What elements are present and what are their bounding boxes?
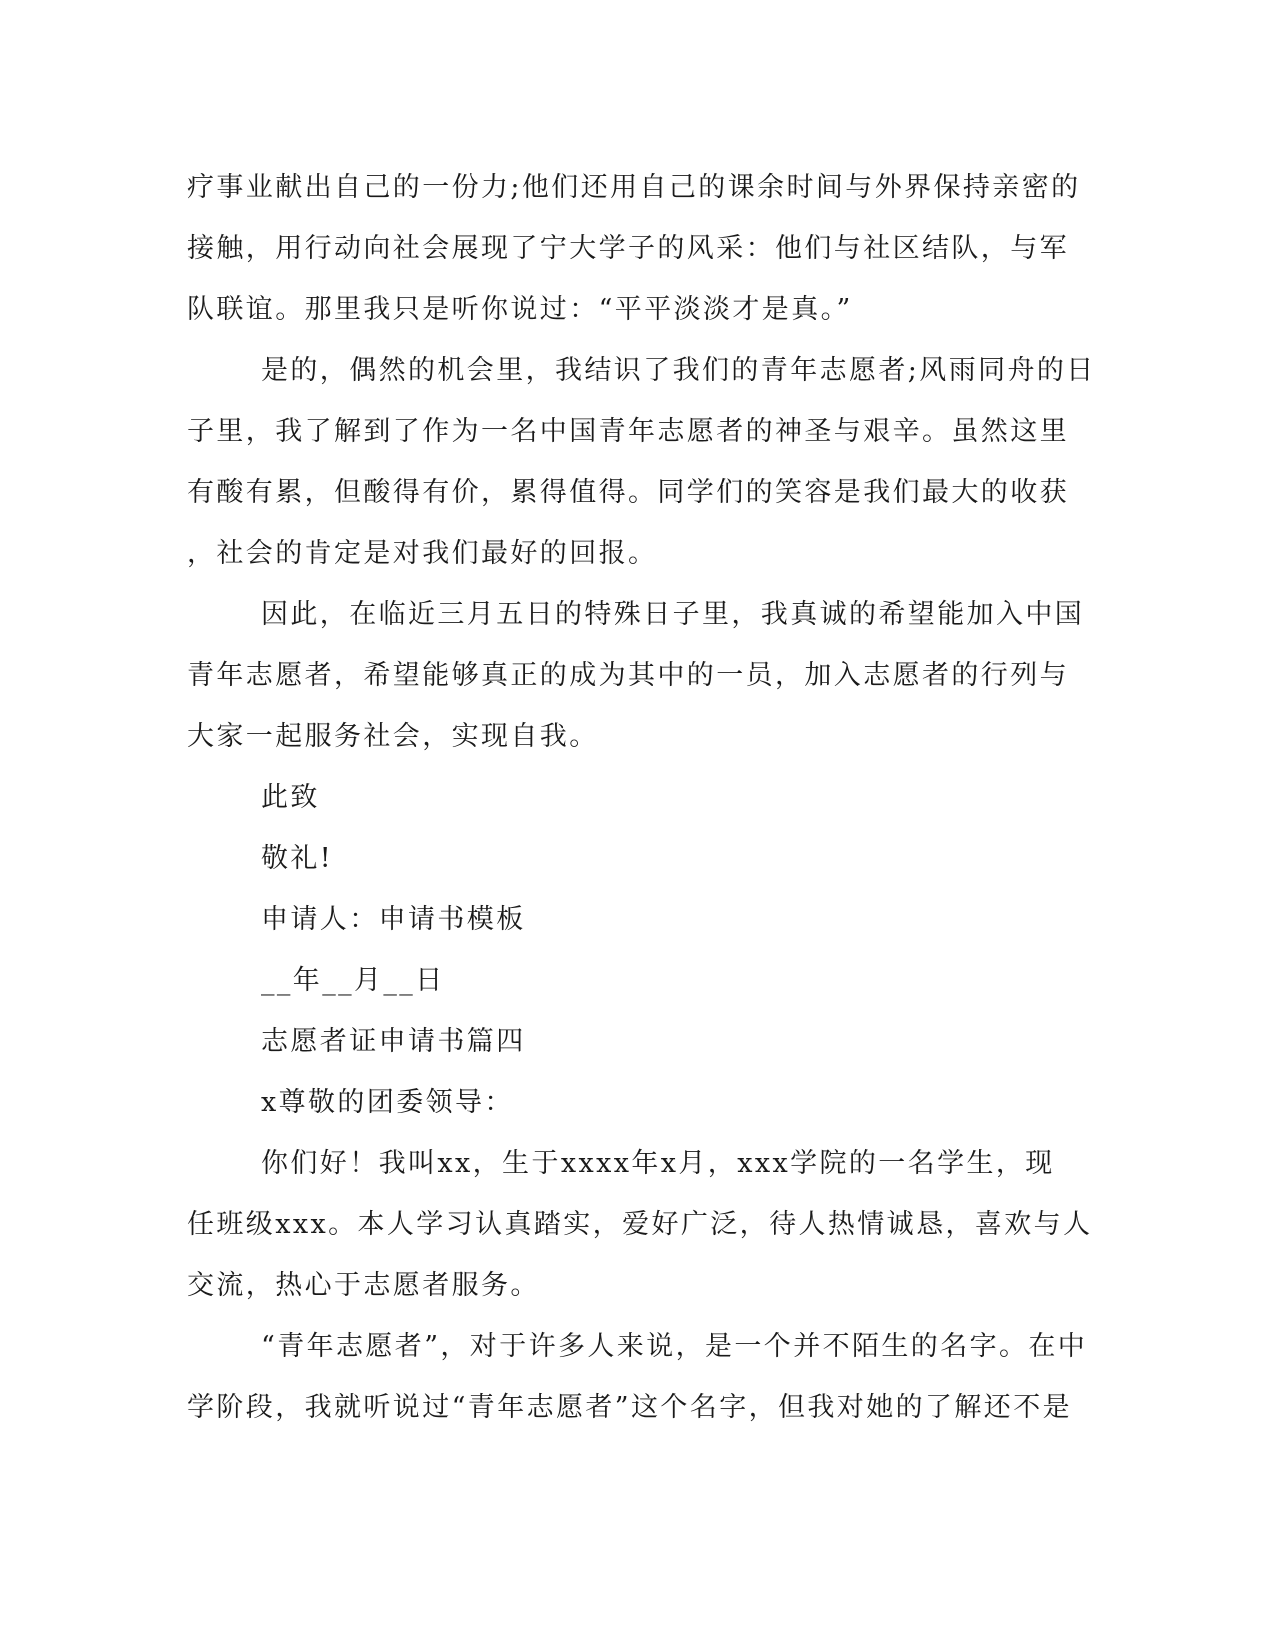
document-body [187,157,1096,1438]
closing-salutation: 此致 [261,782,320,813]
paragraph-start-line: 因此，在临近三月五日的特殊日子里，我真诚的希望能加入中国 [261,599,1085,630]
text-line: 有酸有累，但酸得有价，累得值得。同学们的笑容是我们最大的收获 [187,477,1069,508]
text-line: 接触，用行动向社会展现了宁大学子的风采：他们与社区结队，与军 [187,233,1069,264]
text-line: 学阶段，我就听说过“青年志愿者”这个名字，但我对她的了解还不是 [187,1392,1073,1423]
closing-regards: 敬礼! [261,843,334,874]
date-line: __年__月__日 [261,965,445,996]
text-line: 队联谊。那里我只是听你说过：“平平淡淡才是真。” [187,294,853,325]
letter-greeting: x尊敬的团委领导： [261,1087,514,1118]
text-line: 交流，热心于志愿者服务。 [187,1270,540,1301]
text-line: 子里，我了解到了作为一名中国青年志愿者的神圣与艰辛。虽然这里 [187,416,1069,447]
text-line: 任班级xxx。本人学习认真踏实，爱好广泛，待人热情诚恳，喜欢与人 [187,1209,1093,1240]
text-line: 青年志愿者，希望能够真正的成为其中的一员，加入志愿者的行列与 [187,660,1069,691]
section-heading: 志愿者证申请书篇四 [261,1026,526,1057]
paragraph-start-line: “青年志愿者”，对于许多人来说，是一个并不陌生的名字。在中 [261,1331,1088,1362]
applicant-signature: 申请人：申请书模板 [261,904,526,935]
text-line: ，社会的肯定是对我们最好的回报。 [187,538,658,569]
paragraph-start-line: 是的，偶然的机会里，我结识了我们的青年志愿者;风雨同舟的日 [261,355,1096,386]
text-line: 大家一起服务社会，实现自我。 [187,721,599,752]
paragraph-start-line: 你们好！我叫xx，生于xxxx年x月，xxx学院的一名学生，现 [261,1148,1055,1179]
text-line: 疗事业献出自己的一份力;他们还用自己的课余时间与外界保持亲密的 [187,172,1081,203]
